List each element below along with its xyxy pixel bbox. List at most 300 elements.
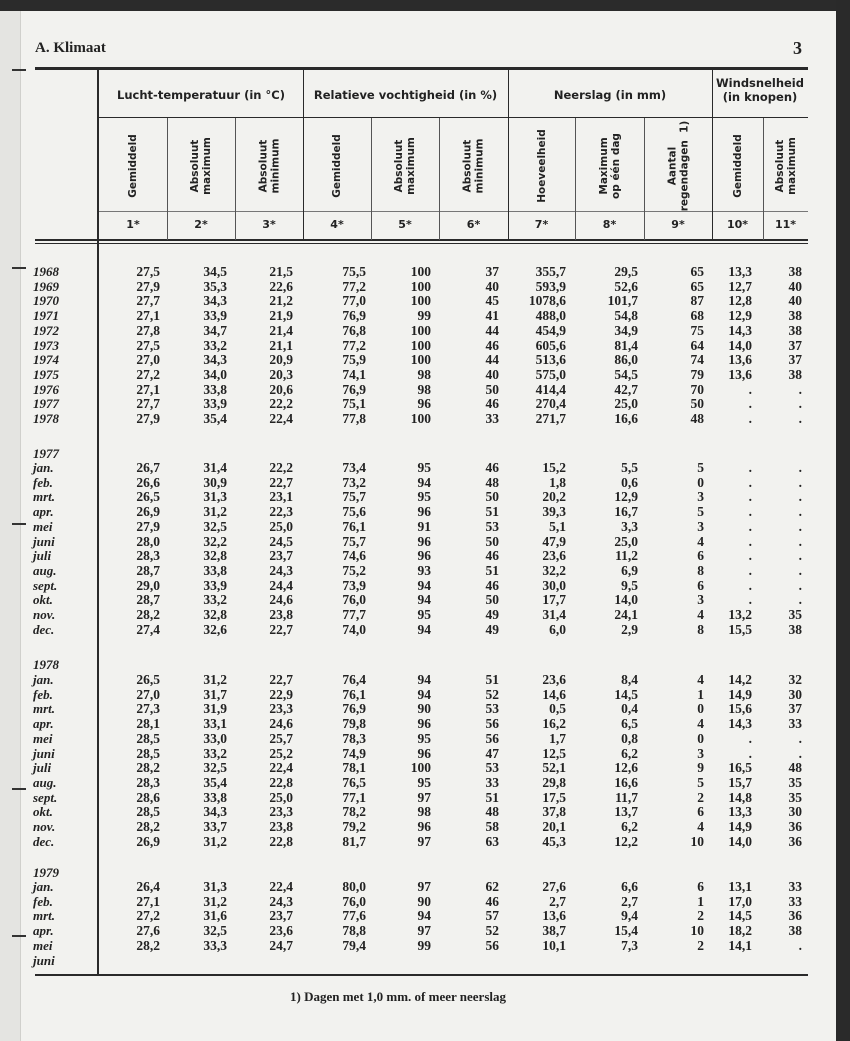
- cell-value: 33,9: [203, 577, 227, 593]
- cell-value: 20,9: [269, 352, 293, 368]
- cell-value: 4: [697, 672, 704, 687]
- cell-value: 95: [417, 460, 431, 475]
- cell-value: 13,1: [728, 879, 752, 894]
- column-number: 9*: [671, 218, 685, 231]
- row-label: 1974: [33, 352, 59, 368]
- cell-value: .: [798, 533, 802, 549]
- cell-value: 15,4: [614, 923, 638, 939]
- cell-value: 3: [697, 518, 704, 534]
- section-heading: 1978: [33, 657, 59, 672]
- cell-value: 74,6: [342, 548, 366, 564]
- cell-value: 26,5: [136, 489, 160, 505]
- column-header: [644, 122, 712, 210]
- cell-value: 6,0: [549, 621, 566, 637]
- cell-value: 29,5: [614, 264, 638, 279]
- cell-value: 0: [697, 730, 704, 746]
- section-heading: 1977: [33, 446, 59, 461]
- cell-value: .: [748, 577, 752, 593]
- cell-value: 22,6: [269, 278, 293, 294]
- cell-value: 3,3: [621, 518, 638, 534]
- cell-value: 45,3: [542, 833, 566, 849]
- column-header-label: Absoluut maximum: [392, 137, 417, 195]
- cell-value: 24,7: [269, 937, 293, 953]
- cell-value: 14,2: [728, 672, 752, 687]
- cell-value: 75,2: [342, 562, 366, 578]
- cell-value: 56: [485, 716, 499, 732]
- cell-value: 75,5: [342, 264, 366, 279]
- row-label: aug.: [33, 774, 57, 790]
- cell-value: 51: [485, 504, 499, 520]
- cell-value: 33,8: [203, 381, 227, 397]
- cell-value: 28,2: [136, 760, 160, 776]
- cell-value: 77,6: [342, 908, 366, 924]
- cell-value: 25,7: [269, 730, 293, 746]
- row-label: nov.: [33, 607, 56, 622]
- cell-value: 28,2: [136, 607, 160, 622]
- cell-value: 100: [410, 760, 431, 776]
- cell-value: 78,3: [342, 730, 366, 746]
- table-row: [0, 490, 850, 504]
- column-number: 1*: [126, 218, 140, 231]
- cell-value: 25,2: [269, 745, 293, 761]
- cell-value: 47,9: [542, 533, 566, 549]
- cell-value: 94: [417, 686, 431, 702]
- cell-value: 33,0: [203, 730, 227, 746]
- cell-value: 5: [697, 774, 704, 790]
- cell-value: 13,2: [728, 607, 752, 622]
- cell-value: 90: [417, 893, 431, 909]
- cell-value: 3: [697, 745, 704, 761]
- cell-value: 100: [410, 411, 431, 426]
- table-row: [0, 579, 850, 593]
- column-header-label: Absoluut maximum: [188, 137, 213, 195]
- row-label: 1968: [33, 264, 59, 279]
- cell-value: 13,6: [728, 366, 752, 382]
- cell-value: 99: [417, 308, 431, 324]
- cell-value: 24,6: [269, 592, 293, 608]
- cell-value: 33: [788, 716, 802, 732]
- cell-value: 1,8: [549, 474, 566, 490]
- column-header-label: Absoluut maximum: [773, 137, 798, 195]
- cell-value: 1: [697, 893, 704, 909]
- cell-value: 22,9: [269, 686, 293, 702]
- row-label: feb.: [33, 686, 53, 702]
- cell-value: 100: [410, 264, 431, 279]
- cell-value: 36: [788, 833, 802, 849]
- cell-value: 40: [788, 293, 802, 309]
- cell-value: 27,1: [136, 308, 160, 324]
- cell-value: 6: [697, 548, 704, 564]
- cell-value: 1: [697, 686, 704, 702]
- cell-value: 40: [788, 278, 802, 294]
- cell-value: 95: [417, 730, 431, 746]
- cell-value: 74,0: [342, 621, 366, 637]
- cell-value: .: [798, 592, 802, 608]
- table-row: [0, 895, 850, 909]
- cell-value: 31,6: [203, 908, 227, 924]
- cell-value: 28,2: [136, 937, 160, 953]
- cell-value: 56: [485, 937, 499, 953]
- table-row: [0, 505, 850, 519]
- cell-value: 13,6: [728, 352, 752, 368]
- cell-value: 27,9: [136, 278, 160, 294]
- row-label: juni: [33, 745, 55, 761]
- cell-value: 32,2: [542, 562, 566, 578]
- cell-value: 38: [788, 366, 802, 382]
- cell-value: 38,7: [542, 923, 566, 939]
- cell-value: 37: [788, 701, 802, 717]
- cell-value: 75,7: [342, 533, 366, 549]
- cell-value: 46: [485, 460, 499, 475]
- cell-value: 16,7: [614, 504, 638, 520]
- cell-value: 21,9: [269, 308, 293, 324]
- cell-value: .: [798, 518, 802, 534]
- cell-value: 24,3: [269, 893, 293, 909]
- cell-value: 6,2: [621, 819, 638, 834]
- cell-value: 27,5: [136, 337, 160, 353]
- table-row: [0, 954, 850, 968]
- cell-value: 46: [485, 396, 499, 412]
- table-row: [0, 535, 850, 549]
- cell-value: 27,9: [136, 518, 160, 534]
- cell-value: 52: [485, 923, 499, 939]
- cell-value: 46: [485, 337, 499, 353]
- table-row: [0, 939, 850, 953]
- cell-value: .: [748, 730, 752, 746]
- row-label: mrt.: [33, 701, 56, 717]
- cell-value: 14,9: [728, 686, 752, 702]
- cell-value: 14,9: [728, 819, 752, 834]
- cell-value: 50: [485, 533, 499, 549]
- cell-value: 44: [485, 352, 499, 368]
- cell-value: 9,5: [621, 577, 638, 593]
- cell-value: 28,5: [136, 745, 160, 761]
- cell-value: 14,3: [728, 322, 752, 338]
- cell-value: 50: [485, 381, 499, 397]
- cell-value: 87: [690, 293, 704, 309]
- group-header-rule: [99, 117, 808, 118]
- cell-value: 23,8: [269, 607, 293, 622]
- cell-value: 100: [410, 278, 431, 294]
- cell-value: 94: [417, 621, 431, 637]
- cell-value: 22,2: [269, 460, 293, 475]
- cell-value: 77,2: [342, 337, 366, 353]
- cell-value: 52,1: [542, 760, 566, 776]
- cell-value: 73,9: [342, 577, 366, 593]
- row-label: mrt.: [33, 489, 56, 505]
- cell-value: .: [798, 937, 802, 953]
- cell-value: 53: [485, 518, 499, 534]
- cell-value: 17,7: [542, 592, 566, 608]
- column-number: 5*: [398, 218, 412, 231]
- column-header: [167, 122, 235, 210]
- cell-value: 31,9: [203, 701, 227, 717]
- table-row: [0, 412, 850, 426]
- cell-value: 78,1: [342, 760, 366, 776]
- cell-value: 81,4: [614, 337, 638, 353]
- cell-value: .: [748, 381, 752, 397]
- cell-value: 8: [697, 562, 704, 578]
- cell-value: .: [798, 577, 802, 593]
- cell-value: 76,9: [342, 308, 366, 324]
- cell-value: 51: [485, 562, 499, 578]
- cell-value: 28,6: [136, 789, 160, 805]
- cell-value: 30: [788, 804, 802, 820]
- cell-value: 12,5: [542, 745, 566, 761]
- cell-value: 31,4: [203, 460, 227, 475]
- cell-value: 96: [417, 504, 431, 520]
- cell-value: 79,4: [342, 937, 366, 953]
- cell-value: .: [748, 411, 752, 426]
- cell-value: 33,3: [203, 937, 227, 953]
- cell-value: 42,7: [614, 381, 638, 397]
- row-label: feb.: [33, 893, 53, 909]
- cell-value: 27,6: [136, 923, 160, 939]
- cell-value: 36: [788, 819, 802, 834]
- cell-value: .: [798, 396, 802, 412]
- cell-value: 76,8: [342, 322, 366, 338]
- cell-value: 53: [485, 701, 499, 717]
- cell-value: 28,7: [136, 562, 160, 578]
- cell-value: 100: [410, 293, 431, 309]
- column-header: [99, 122, 167, 210]
- table-row: [0, 280, 850, 294]
- cell-value: 37: [788, 352, 802, 368]
- cell-value: 34,7: [203, 322, 227, 338]
- cell-value: 488,0: [535, 308, 566, 324]
- cell-value: 6,5: [621, 716, 638, 732]
- column-number: 3*: [262, 218, 276, 231]
- cell-value: 33,9: [203, 396, 227, 412]
- cell-value: 35,3: [203, 278, 227, 294]
- cell-value: 21,4: [269, 322, 293, 338]
- row-label: nov.: [33, 819, 56, 834]
- cell-value: 12,6: [614, 760, 638, 776]
- cell-value: .: [748, 533, 752, 549]
- cell-value: 355,7: [535, 264, 566, 279]
- cell-value: 28,7: [136, 592, 160, 608]
- table-row: [0, 368, 850, 382]
- table-row: [0, 688, 850, 702]
- cell-value: .: [748, 460, 752, 475]
- column-number: 11*: [774, 218, 797, 231]
- cell-value: 97: [417, 833, 431, 849]
- cell-value: .: [798, 745, 802, 761]
- cell-value: 27,0: [136, 686, 160, 702]
- cell-value: 6: [697, 577, 704, 593]
- cell-value: 49: [485, 621, 499, 637]
- cell-value: 2,7: [549, 893, 566, 909]
- cell-value: 35: [788, 789, 802, 805]
- cell-value: 34,3: [203, 352, 227, 368]
- row-label: 1976: [33, 381, 59, 397]
- cell-value: 22,2: [269, 396, 293, 412]
- cell-value: 14,0: [728, 833, 752, 849]
- cell-value: 97: [417, 923, 431, 939]
- cell-value: 28,0: [136, 533, 160, 549]
- cell-value: 9,4: [621, 908, 638, 924]
- cell-value: 79: [690, 366, 704, 382]
- cell-value: .: [748, 592, 752, 608]
- cell-value: 22,8: [269, 774, 293, 790]
- group-header: Neerslag (in mm): [553, 88, 667, 102]
- cell-value: 29,0: [136, 577, 160, 593]
- cell-value: 73,4: [342, 460, 366, 475]
- cell-value: 76,4: [342, 672, 366, 687]
- cell-value: 33,8: [203, 562, 227, 578]
- cell-value: 13,3: [728, 264, 752, 279]
- cell-value: 22,8: [269, 833, 293, 849]
- cell-value: 605,6: [535, 337, 566, 353]
- cell-value: .: [798, 460, 802, 475]
- cell-value: 38: [788, 923, 802, 939]
- cell-value: 23,7: [269, 908, 293, 924]
- cell-value: 27,1: [136, 893, 160, 909]
- cell-value: 27,6: [542, 879, 566, 894]
- cell-value: 28,3: [136, 774, 160, 790]
- cell-value: 44: [485, 322, 499, 338]
- cell-value: 34,3: [203, 804, 227, 820]
- cell-value: 94: [417, 672, 431, 687]
- cell-value: 25,0: [614, 396, 638, 412]
- cell-value: 0: [697, 474, 704, 490]
- cell-value: 2: [697, 908, 704, 924]
- cell-value: 0: [697, 701, 704, 717]
- cell-value: 16,5: [728, 760, 752, 776]
- cell-value: 10: [690, 833, 704, 849]
- cell-value: .: [748, 562, 752, 578]
- cell-value: 76,0: [342, 592, 366, 608]
- cell-value: 39,3: [542, 504, 566, 520]
- cell-value: 96: [417, 548, 431, 564]
- cell-value: 78,2: [342, 804, 366, 820]
- cell-value: 64: [690, 337, 704, 353]
- cell-value: 48: [485, 474, 499, 490]
- cell-value: 513,6: [535, 352, 566, 368]
- cell-value: 33: [788, 879, 802, 894]
- table-row: [0, 608, 850, 622]
- cell-value: 6: [697, 879, 704, 894]
- cell-value: 23,6: [269, 923, 293, 939]
- cell-value: 77,7: [342, 607, 366, 622]
- table-row: [0, 717, 850, 731]
- row-label: 1973: [33, 337, 59, 353]
- cell-value: 33,1: [203, 716, 227, 732]
- cell-value: 26,6: [136, 474, 160, 490]
- cell-value: 27,8: [136, 322, 160, 338]
- cell-value: 3: [697, 489, 704, 505]
- table-row: [0, 309, 850, 323]
- table-row: [0, 702, 850, 716]
- cell-value: 41: [485, 308, 499, 324]
- cell-value: 17,0: [728, 893, 752, 909]
- cell-value: .: [798, 562, 802, 578]
- cell-value: 271,7: [535, 411, 566, 426]
- cell-value: 76,0: [342, 893, 366, 909]
- cell-value: 46: [485, 577, 499, 593]
- group-header: Lucht-temperatuur (in °C): [117, 88, 285, 102]
- cell-value: 76,5: [342, 774, 366, 790]
- row-label: apr.: [33, 716, 54, 732]
- cell-value: 30: [788, 686, 802, 702]
- cell-value: 50: [690, 396, 704, 412]
- cell-value: 33: [485, 774, 499, 790]
- cell-value: 15,6: [728, 701, 752, 717]
- cell-value: 14,0: [614, 592, 638, 608]
- cell-value: 27,9: [136, 411, 160, 426]
- cell-value: 52,6: [614, 278, 638, 294]
- cell-value: 13,3: [728, 804, 752, 820]
- cell-value: 27,3: [136, 701, 160, 717]
- cell-value: 33,9: [203, 308, 227, 324]
- cell-value: 14,0: [728, 337, 752, 353]
- cell-value: 38: [788, 308, 802, 324]
- row-label: sept.: [33, 577, 58, 593]
- cell-value: 48: [690, 411, 704, 426]
- cell-value: 14,1: [728, 937, 752, 953]
- cell-value: 63: [485, 833, 499, 849]
- cell-value: 5: [697, 460, 704, 475]
- cell-value: 31,2: [203, 504, 227, 520]
- cell-value: 37: [788, 337, 802, 353]
- row-label: okt.: [33, 804, 53, 820]
- table-row: [0, 747, 850, 761]
- cell-value: 35,4: [203, 774, 227, 790]
- cell-value: 76,9: [342, 701, 366, 717]
- cell-value: 21,2: [269, 293, 293, 309]
- row-label: 1972: [33, 322, 59, 338]
- column-header-label: Gemiddeld: [331, 134, 343, 198]
- cell-value: 10: [690, 923, 704, 939]
- table-row: [0, 265, 850, 279]
- row-label: apr.: [33, 923, 54, 939]
- cell-value: 49: [485, 607, 499, 622]
- cell-value: 28,5: [136, 804, 160, 820]
- cell-value: 94: [417, 474, 431, 490]
- column-header-label: Absoluut minimum: [461, 138, 486, 194]
- cell-value: 22,7: [269, 672, 293, 687]
- cell-value: 35: [788, 774, 802, 790]
- cell-value: 27,0: [136, 352, 160, 368]
- cell-value: 31,7: [203, 686, 227, 702]
- cell-value: 270,4: [535, 396, 566, 412]
- cell-value: 48: [485, 804, 499, 820]
- cell-value: 54,8: [614, 308, 638, 324]
- cell-value: 26,5: [136, 672, 160, 687]
- row-label: jan.: [33, 879, 54, 894]
- cell-value: 26,4: [136, 879, 160, 894]
- cell-value: 76,9: [342, 381, 366, 397]
- cell-value: .: [748, 474, 752, 490]
- cell-value: 76,1: [342, 518, 366, 534]
- cell-value: 68: [690, 308, 704, 324]
- cell-value: 27,7: [136, 396, 160, 412]
- column-header-label: Gemiddeld: [127, 134, 139, 198]
- cell-value: 75,1: [342, 396, 366, 412]
- cell-value: 99: [417, 937, 431, 953]
- cell-value: 20,3: [269, 366, 293, 382]
- cell-value: 5,1: [549, 518, 566, 534]
- cell-value: 51: [485, 672, 499, 687]
- table-row: [0, 805, 850, 819]
- cell-value: 94: [417, 592, 431, 608]
- cell-value: 33,2: [203, 592, 227, 608]
- cell-value: 22,4: [269, 879, 293, 894]
- section-heading: 1979: [33, 865, 59, 880]
- cell-value: 16,6: [614, 774, 638, 790]
- cell-value: 23,3: [269, 804, 293, 820]
- cell-value: 91: [417, 518, 431, 534]
